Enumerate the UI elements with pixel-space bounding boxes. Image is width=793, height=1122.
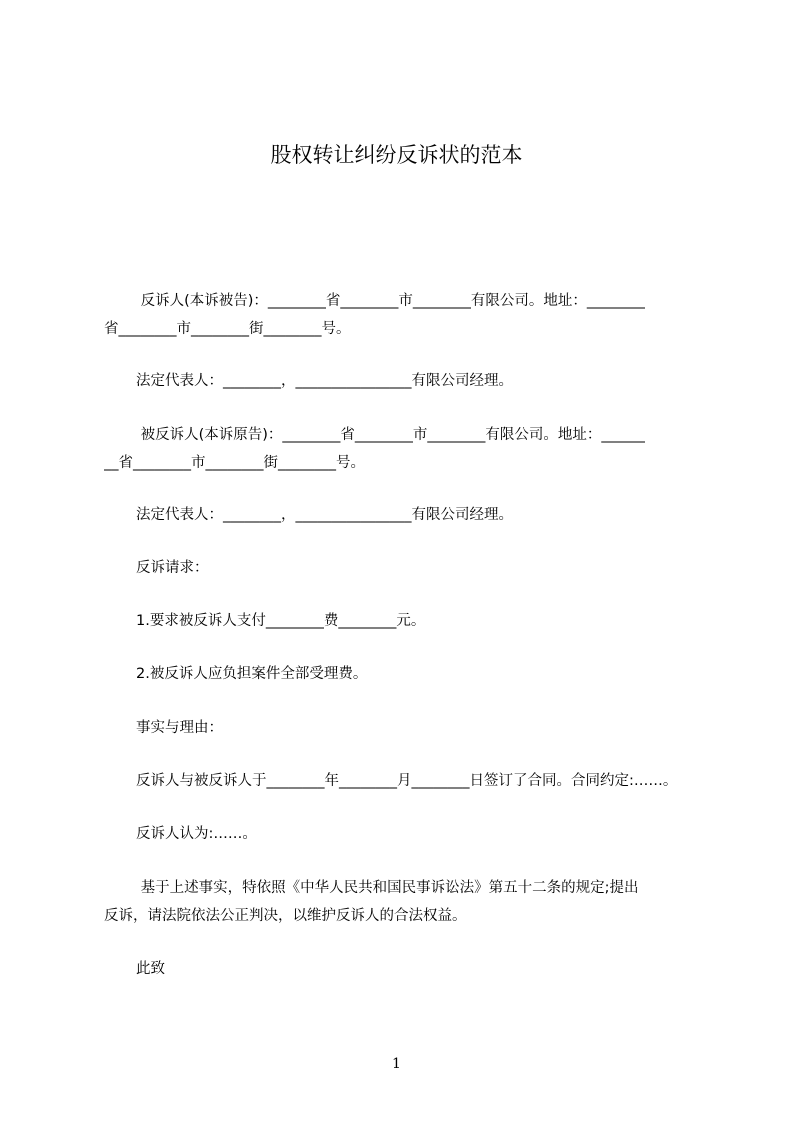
counter-defendant-paragraph [104,421,702,477]
closing-salutation-text: 此致 [136,961,165,977]
claim-item-2-text: 2.被反诉人应负担案件全部受理费。 [136,666,368,682]
facts-paragraph-1-text: 反诉人与被反诉人于________年________月________日签订了合同。合同约定:……。 [136,773,678,789]
legal-basis-paragraph [104,874,702,930]
counterclaim-requests-heading [104,554,702,582]
facts-and-reasons-heading-text: 事实与理由： [136,720,223,736]
page-number: 1 [392,1056,401,1072]
claim-item-1 [104,607,702,635]
counterclaimant-line-1: 反诉人(本诉被告)：________省________市________有限公司。地址：________ [136,293,645,309]
legal-representative-paragraph-1 [104,367,702,395]
facts-paragraph-2-text: 反诉人认为:……。 [136,826,257,842]
counter-defendant-line-2: __省________市________街________号。 [104,455,365,471]
claim-item-1-text: 1.要求被反诉人支付________费________元。 [136,613,426,629]
closing-salutation [104,955,702,983]
document-title: 股权转让纠纷反诉状的范本 [270,143,523,167]
legal-representative-line-2: 法定代表人：________，________________有限公司经理。 [136,507,513,523]
legal-basis-line-1: 基于上述事实，特依照《中华人民共和国民事诉讼法》第五十二条的规定;提出 [136,880,639,896]
legal-representative-paragraph-2 [104,501,702,529]
facts-and-reasons-heading [104,714,702,742]
counter-defendant-line-1: 被反诉人(本诉原告)：________省________市________有限公司。地址：______ [136,427,645,443]
counterclaimant-paragraph [104,287,702,343]
claim-item-2 [104,660,702,688]
legal-representative-line-1: 法定代表人：________，________________有限公司经理。 [136,373,513,389]
facts-paragraph-2 [104,820,702,848]
counterclaimant-line-2: 省________市________街________号。 [104,321,351,337]
facts-paragraph-1 [104,767,702,795]
counterclaim-requests-heading-text: 反诉请求： [136,560,209,576]
legal-basis-line-2: 反诉，请法院依法公正判决，以维护反诉人的合法权益。 [104,908,467,924]
